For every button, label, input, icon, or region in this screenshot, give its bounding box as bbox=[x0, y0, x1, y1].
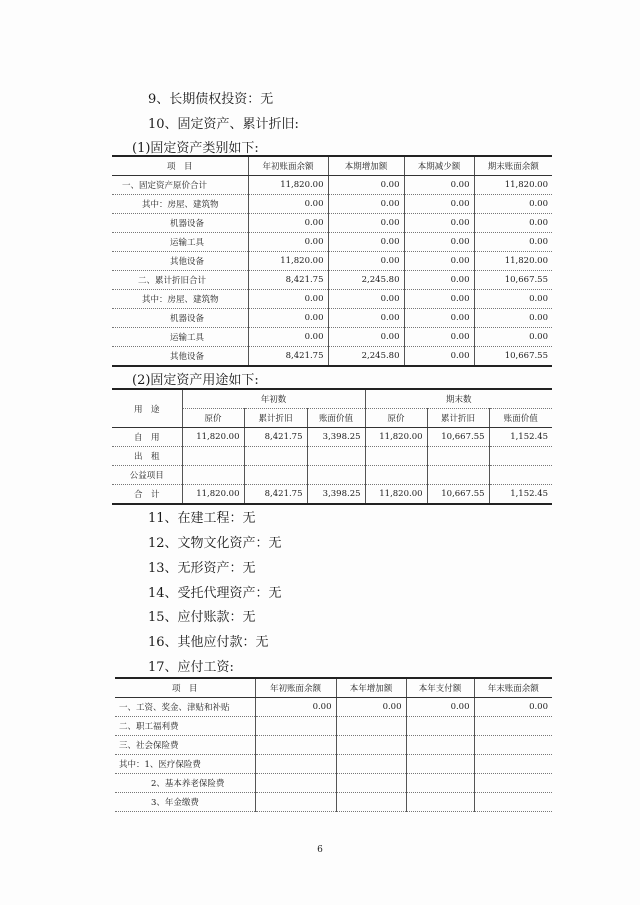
cell bbox=[406, 717, 474, 736]
cell: 0.00 bbox=[328, 328, 404, 347]
cell bbox=[365, 447, 427, 466]
fixed-assets-usage-table bbox=[112, 388, 552, 505]
cell: 0.00 bbox=[474, 309, 552, 328]
sub-header: 累计折旧 bbox=[427, 409, 489, 428]
header-year-paid: 本年支付额 bbox=[406, 678, 474, 698]
row-label: 其中：房屋、建筑物 bbox=[112, 195, 248, 214]
cell: 10,667.55 bbox=[474, 347, 552, 367]
cell bbox=[336, 717, 406, 736]
item-15: 15、应付账款：无 bbox=[148, 610, 256, 625]
cell bbox=[255, 774, 336, 793]
row-label: 合 计 bbox=[112, 485, 182, 505]
table-row bbox=[115, 793, 552, 812]
cell bbox=[336, 774, 406, 793]
item-10-sub2: (2)固定资产用途如下: bbox=[132, 373, 259, 388]
sub-header: 原价 bbox=[365, 409, 427, 428]
cell bbox=[474, 736, 552, 755]
header-item: 项 目 bbox=[115, 678, 255, 698]
table-row bbox=[115, 755, 552, 774]
row-label: 运输工具 bbox=[112, 233, 248, 252]
cell: 0.00 bbox=[474, 290, 552, 309]
cell bbox=[336, 736, 406, 755]
cell: 0.00 bbox=[404, 252, 474, 271]
cell: 0.00 bbox=[404, 214, 474, 233]
table-row bbox=[112, 290, 552, 309]
header-year-begin: 年初数 bbox=[182, 389, 365, 409]
table-row bbox=[112, 485, 552, 505]
row-label: 三、社会保险费 bbox=[115, 736, 255, 755]
table-row bbox=[112, 466, 552, 485]
cell bbox=[474, 793, 552, 812]
cell: 3,398.25 bbox=[307, 428, 365, 447]
cell bbox=[255, 793, 336, 812]
cell bbox=[336, 793, 406, 812]
cell: 0.00 bbox=[474, 214, 552, 233]
cell: 0.00 bbox=[328, 309, 404, 328]
cell: 8,421.75 bbox=[244, 485, 307, 505]
cell: 11,820.00 bbox=[182, 428, 244, 447]
cell: 0.00 bbox=[248, 290, 328, 309]
cell bbox=[244, 447, 307, 466]
row-label: 出 租 bbox=[112, 447, 182, 466]
sub-header: 账面价值 bbox=[489, 409, 552, 428]
cell: 0.00 bbox=[248, 328, 328, 347]
cell: 0.00 bbox=[404, 290, 474, 309]
cell bbox=[182, 447, 244, 466]
sub-header: 累计折旧 bbox=[244, 409, 307, 428]
cell bbox=[406, 755, 474, 774]
cell: 8,421.75 bbox=[248, 347, 328, 367]
cell: 8,421.75 bbox=[248, 271, 328, 290]
cell: 11,820.00 bbox=[474, 252, 552, 271]
cell bbox=[336, 755, 406, 774]
item-9: 9、长期债权投资：无 bbox=[148, 92, 274, 107]
item-11: 11、在建工程：无 bbox=[148, 511, 256, 526]
table-row bbox=[112, 176, 552, 195]
cell bbox=[406, 774, 474, 793]
cell: 0.00 bbox=[474, 195, 552, 214]
row-label: 其中：1、医疗保险费 bbox=[115, 755, 255, 774]
cell bbox=[489, 447, 552, 466]
table-row bbox=[115, 774, 552, 793]
table-row bbox=[112, 195, 552, 214]
table-row bbox=[112, 447, 552, 466]
row-label: 机器设备 bbox=[112, 309, 248, 328]
row-label: 二、累计折旧合计 bbox=[112, 271, 248, 290]
cell bbox=[406, 736, 474, 755]
cell: 0.00 bbox=[328, 214, 404, 233]
row-label: 其他设备 bbox=[112, 252, 248, 271]
sub-header: 账面价值 bbox=[307, 409, 365, 428]
cell bbox=[255, 755, 336, 774]
fixed-assets-category-table bbox=[112, 155, 552, 367]
cell: 11,820.00 bbox=[365, 428, 427, 447]
row-label: 一、固定资产原价合计 bbox=[112, 176, 248, 195]
cell: 3,398.25 bbox=[307, 485, 365, 505]
cell: 10,667.55 bbox=[427, 485, 489, 505]
cell bbox=[365, 466, 427, 485]
row-label: 2、基本养老保险费 bbox=[115, 774, 255, 793]
item-14: 14、受托代理资产：无 bbox=[148, 586, 282, 601]
row-label: 其他设备 bbox=[112, 347, 248, 367]
cell: 11,820.00 bbox=[474, 176, 552, 195]
cell bbox=[474, 717, 552, 736]
header-increase: 本期增加额 bbox=[328, 156, 404, 176]
cell: 11,820.00 bbox=[182, 485, 244, 505]
cell: 0.00 bbox=[474, 233, 552, 252]
table-row bbox=[115, 717, 552, 736]
row-label: 其中：房屋、建筑物 bbox=[112, 290, 248, 309]
table-row bbox=[115, 736, 552, 755]
item-13: 13、无形资产：无 bbox=[148, 561, 256, 576]
page-number: 6 bbox=[317, 845, 323, 855]
cell: 11,820.00 bbox=[248, 176, 328, 195]
row-label: 机器设备 bbox=[112, 214, 248, 233]
cell: 0.00 bbox=[336, 698, 406, 717]
cell: 2,245.80 bbox=[328, 347, 404, 367]
cell: 0.00 bbox=[404, 328, 474, 347]
cell: 0.00 bbox=[404, 309, 474, 328]
table-row bbox=[112, 328, 552, 347]
cell bbox=[489, 466, 552, 485]
sub-header: 原价 bbox=[182, 409, 244, 428]
header-year-increase: 本年增加额 bbox=[336, 678, 406, 698]
cell: 0.00 bbox=[248, 214, 328, 233]
cell: 0.00 bbox=[255, 698, 336, 717]
row-label: 3、年金缴费 bbox=[115, 793, 255, 812]
cell: 0.00 bbox=[328, 176, 404, 195]
cell: 0.00 bbox=[474, 328, 552, 347]
header-item: 项 目 bbox=[112, 156, 248, 176]
cell: 0.00 bbox=[404, 233, 474, 252]
item-17: 17、应付工资: bbox=[148, 660, 234, 675]
cell bbox=[255, 717, 336, 736]
row-label: 二、职工福利费 bbox=[115, 717, 255, 736]
cell: 10,667.55 bbox=[474, 271, 552, 290]
table-row bbox=[112, 309, 552, 328]
cell bbox=[406, 793, 474, 812]
row-label: 一、工资、奖金、津贴和补贴 bbox=[115, 698, 255, 717]
item-12: 12、文物文化资产：无 bbox=[148, 536, 282, 551]
cell bbox=[427, 466, 489, 485]
header-decrease: 本期减少额 bbox=[404, 156, 474, 176]
cell: 10,667.55 bbox=[427, 428, 489, 447]
table-row bbox=[112, 428, 552, 447]
cell: 0.00 bbox=[328, 233, 404, 252]
cell: 0.00 bbox=[404, 271, 474, 290]
header-closing-balance: 年末账面余额 bbox=[474, 678, 552, 698]
cell: 0.00 bbox=[328, 290, 404, 309]
table-row bbox=[112, 214, 552, 233]
cell: 0.00 bbox=[248, 309, 328, 328]
cell: 0.00 bbox=[404, 347, 474, 367]
cell bbox=[474, 755, 552, 774]
cell: 0.00 bbox=[404, 195, 474, 214]
item-10-sub1: (1)固定资产类别如下: bbox=[132, 141, 259, 156]
table-row bbox=[112, 347, 552, 367]
cell bbox=[255, 736, 336, 755]
cell: 0.00 bbox=[474, 698, 552, 717]
row-label: 运输工具 bbox=[112, 328, 248, 347]
item-16: 16、其他应付款：无 bbox=[148, 635, 269, 650]
header-opening-balance: 年初账面余额 bbox=[255, 678, 336, 698]
cell bbox=[182, 466, 244, 485]
header-closing-balance: 期末账面余额 bbox=[474, 156, 552, 176]
cell: 0.00 bbox=[248, 233, 328, 252]
table-row bbox=[112, 233, 552, 252]
cell: 0.00 bbox=[328, 195, 404, 214]
wages-payable-table bbox=[115, 677, 552, 812]
header-period-end: 期末数 bbox=[365, 389, 552, 409]
row-label: 公益项目 bbox=[112, 466, 182, 485]
cell: 2,245.80 bbox=[328, 271, 404, 290]
cell bbox=[427, 447, 489, 466]
cell: 1,152.45 bbox=[489, 485, 552, 505]
cell: 0.00 bbox=[404, 176, 474, 195]
table-row bbox=[112, 252, 552, 271]
cell bbox=[244, 466, 307, 485]
cell: 8,421.75 bbox=[244, 428, 307, 447]
cell: 0.00 bbox=[248, 195, 328, 214]
header-opening-balance: 年初账面余额 bbox=[248, 156, 328, 176]
table-row bbox=[115, 698, 552, 717]
item-10: 10、固定资产、累计折旧: bbox=[148, 117, 299, 132]
cell bbox=[307, 466, 365, 485]
cell bbox=[307, 447, 365, 466]
cell: 0.00 bbox=[328, 252, 404, 271]
header-use: 用 途 bbox=[112, 389, 182, 428]
cell bbox=[474, 774, 552, 793]
cell: 1,152.45 bbox=[489, 428, 552, 447]
cell: 11,820.00 bbox=[365, 485, 427, 505]
table-row bbox=[112, 271, 552, 290]
cell: 11,820.00 bbox=[248, 252, 328, 271]
cell: 0.00 bbox=[406, 698, 474, 717]
row-label: 自 用 bbox=[112, 428, 182, 447]
